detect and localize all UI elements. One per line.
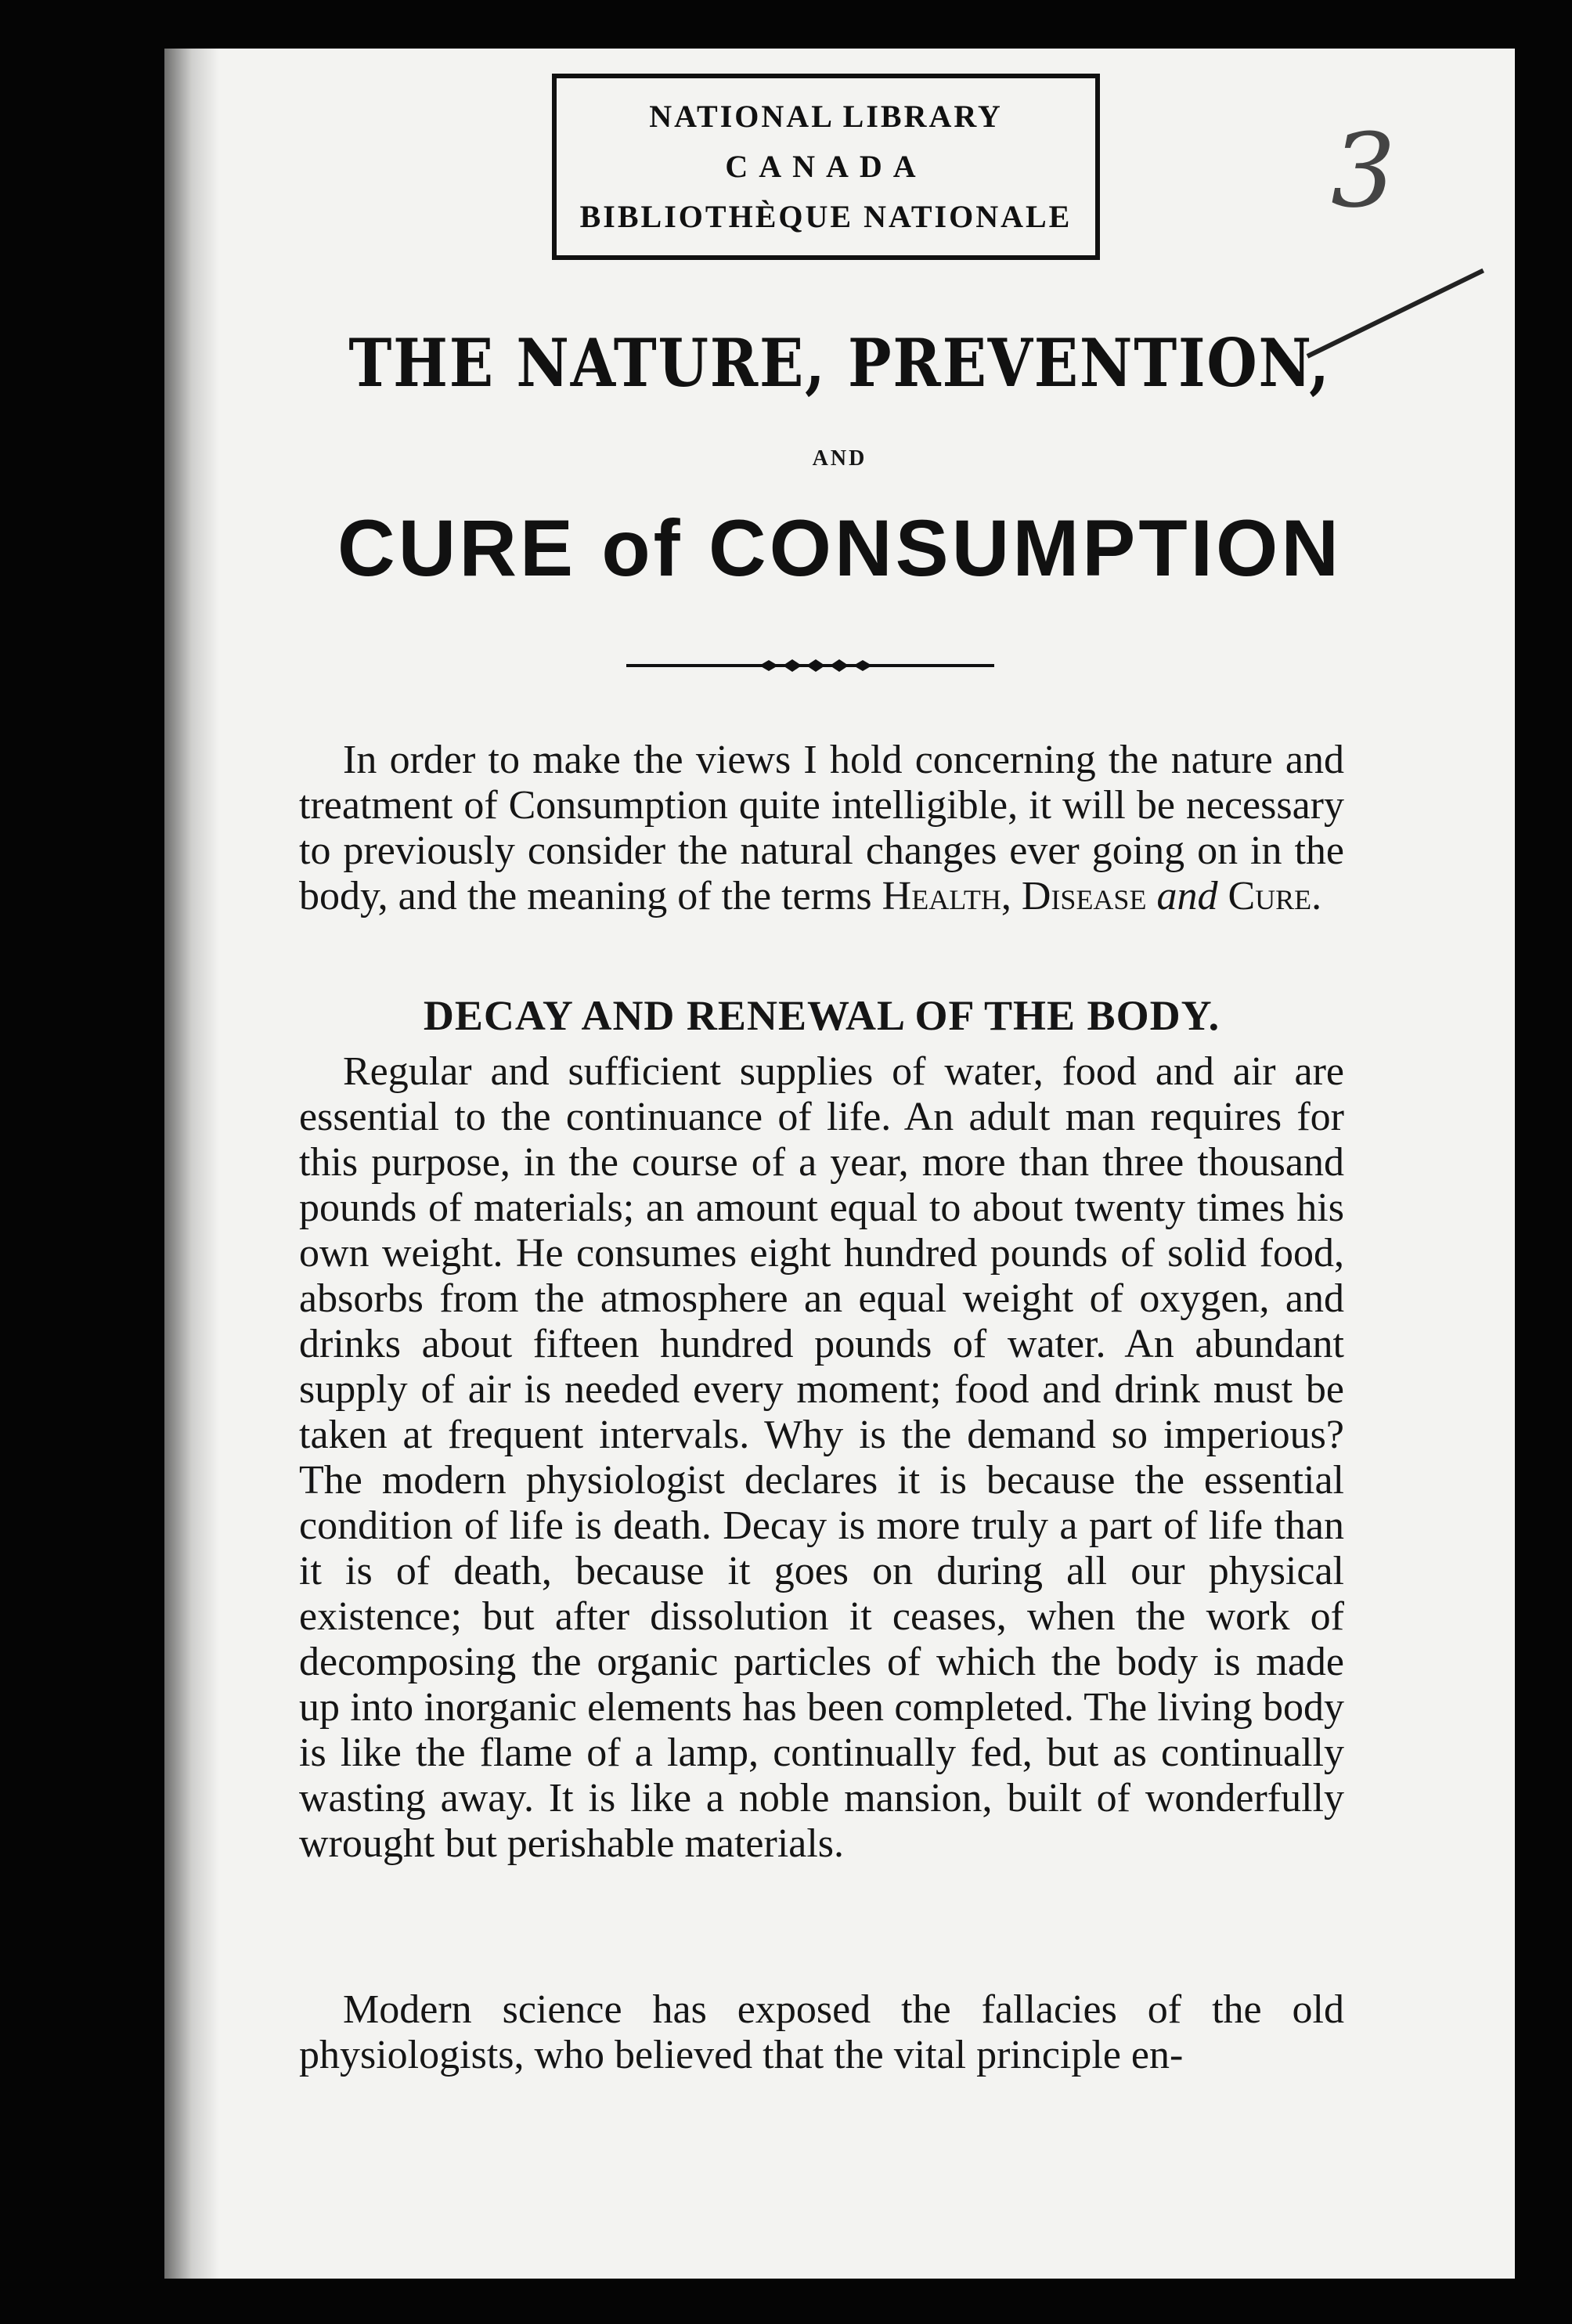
title-line-1: THE NATURE, PREVENTION, — [348, 324, 1331, 402]
term-and: and — [1156, 874, 1218, 918]
paragraph-3-text: Modern science has exposed the fallacies of the old physiologists, who believed that the vital principle en- — [299, 1987, 1344, 2077]
main-title: CURE of CONSUMPTION — [337, 503, 1342, 593]
paragraph-2-text: Regular and sufficient supplies of water, food and air are essential to the continuance of life. An adult man requires for this purpose, in the course of a year, more than three thousand pounds of materials; an amount equal to about twenty times his own weight. He consumes eight hundred pounds of solid food, absorbs from the atmosphere an equal weight of oxygen, and drinks about fifteen hundred pounds of water. An abundant supply of air is needed every moment; food and drink must be taken at frequent intervals. Why is the demand so imperious? The modern physiologist declares it is because the essential condition of life is death. Decay is more truly a part of life than it is of death, because it goes on during all our physical existence; but after dissolution it ceases, when the work of decomposing the organic particles of which the body is made up into inorganic elements has been completed. The living body is like the flame of a lamp, continually fed, but as continually wasting away. It is like a noble mansion, built of wonderfully wrought but perishable materials. — [299, 1049, 1344, 1866]
ornament-divider — [626, 650, 994, 681]
title-and: AND — [812, 446, 867, 471]
body-paragraph-3 — [299, 1987, 1344, 2078]
body-paragraph-2 — [299, 1049, 1344, 1867]
library-stamp — [552, 74, 1100, 260]
stamp-line-2: CANADA — [725, 149, 927, 184]
term-health: Health, — [882, 874, 1011, 918]
intro-paragraph — [299, 738, 1344, 919]
term-cure: Cure. — [1228, 874, 1322, 918]
stamp-line-1: NATIONAL LIBRARY — [649, 99, 1003, 134]
section-heading: DECAY AND RENEWAL OF THE BODY. — [423, 992, 1220, 1039]
term-disease: Disease — [1021, 874, 1147, 918]
stamp-line-3: BIBLIOTHÈQUE NATIONALE — [579, 199, 1073, 234]
document-page — [164, 49, 1515, 2279]
handwritten-number: 3 — [1331, 111, 1396, 230]
intro-text: In order to make the views I hold concerning the nature and treatment of Consumption quite intelligible, it will be necessary to previously consider the natural changes ever going on in the body, and the meaning of the terms — [299, 738, 1344, 918]
